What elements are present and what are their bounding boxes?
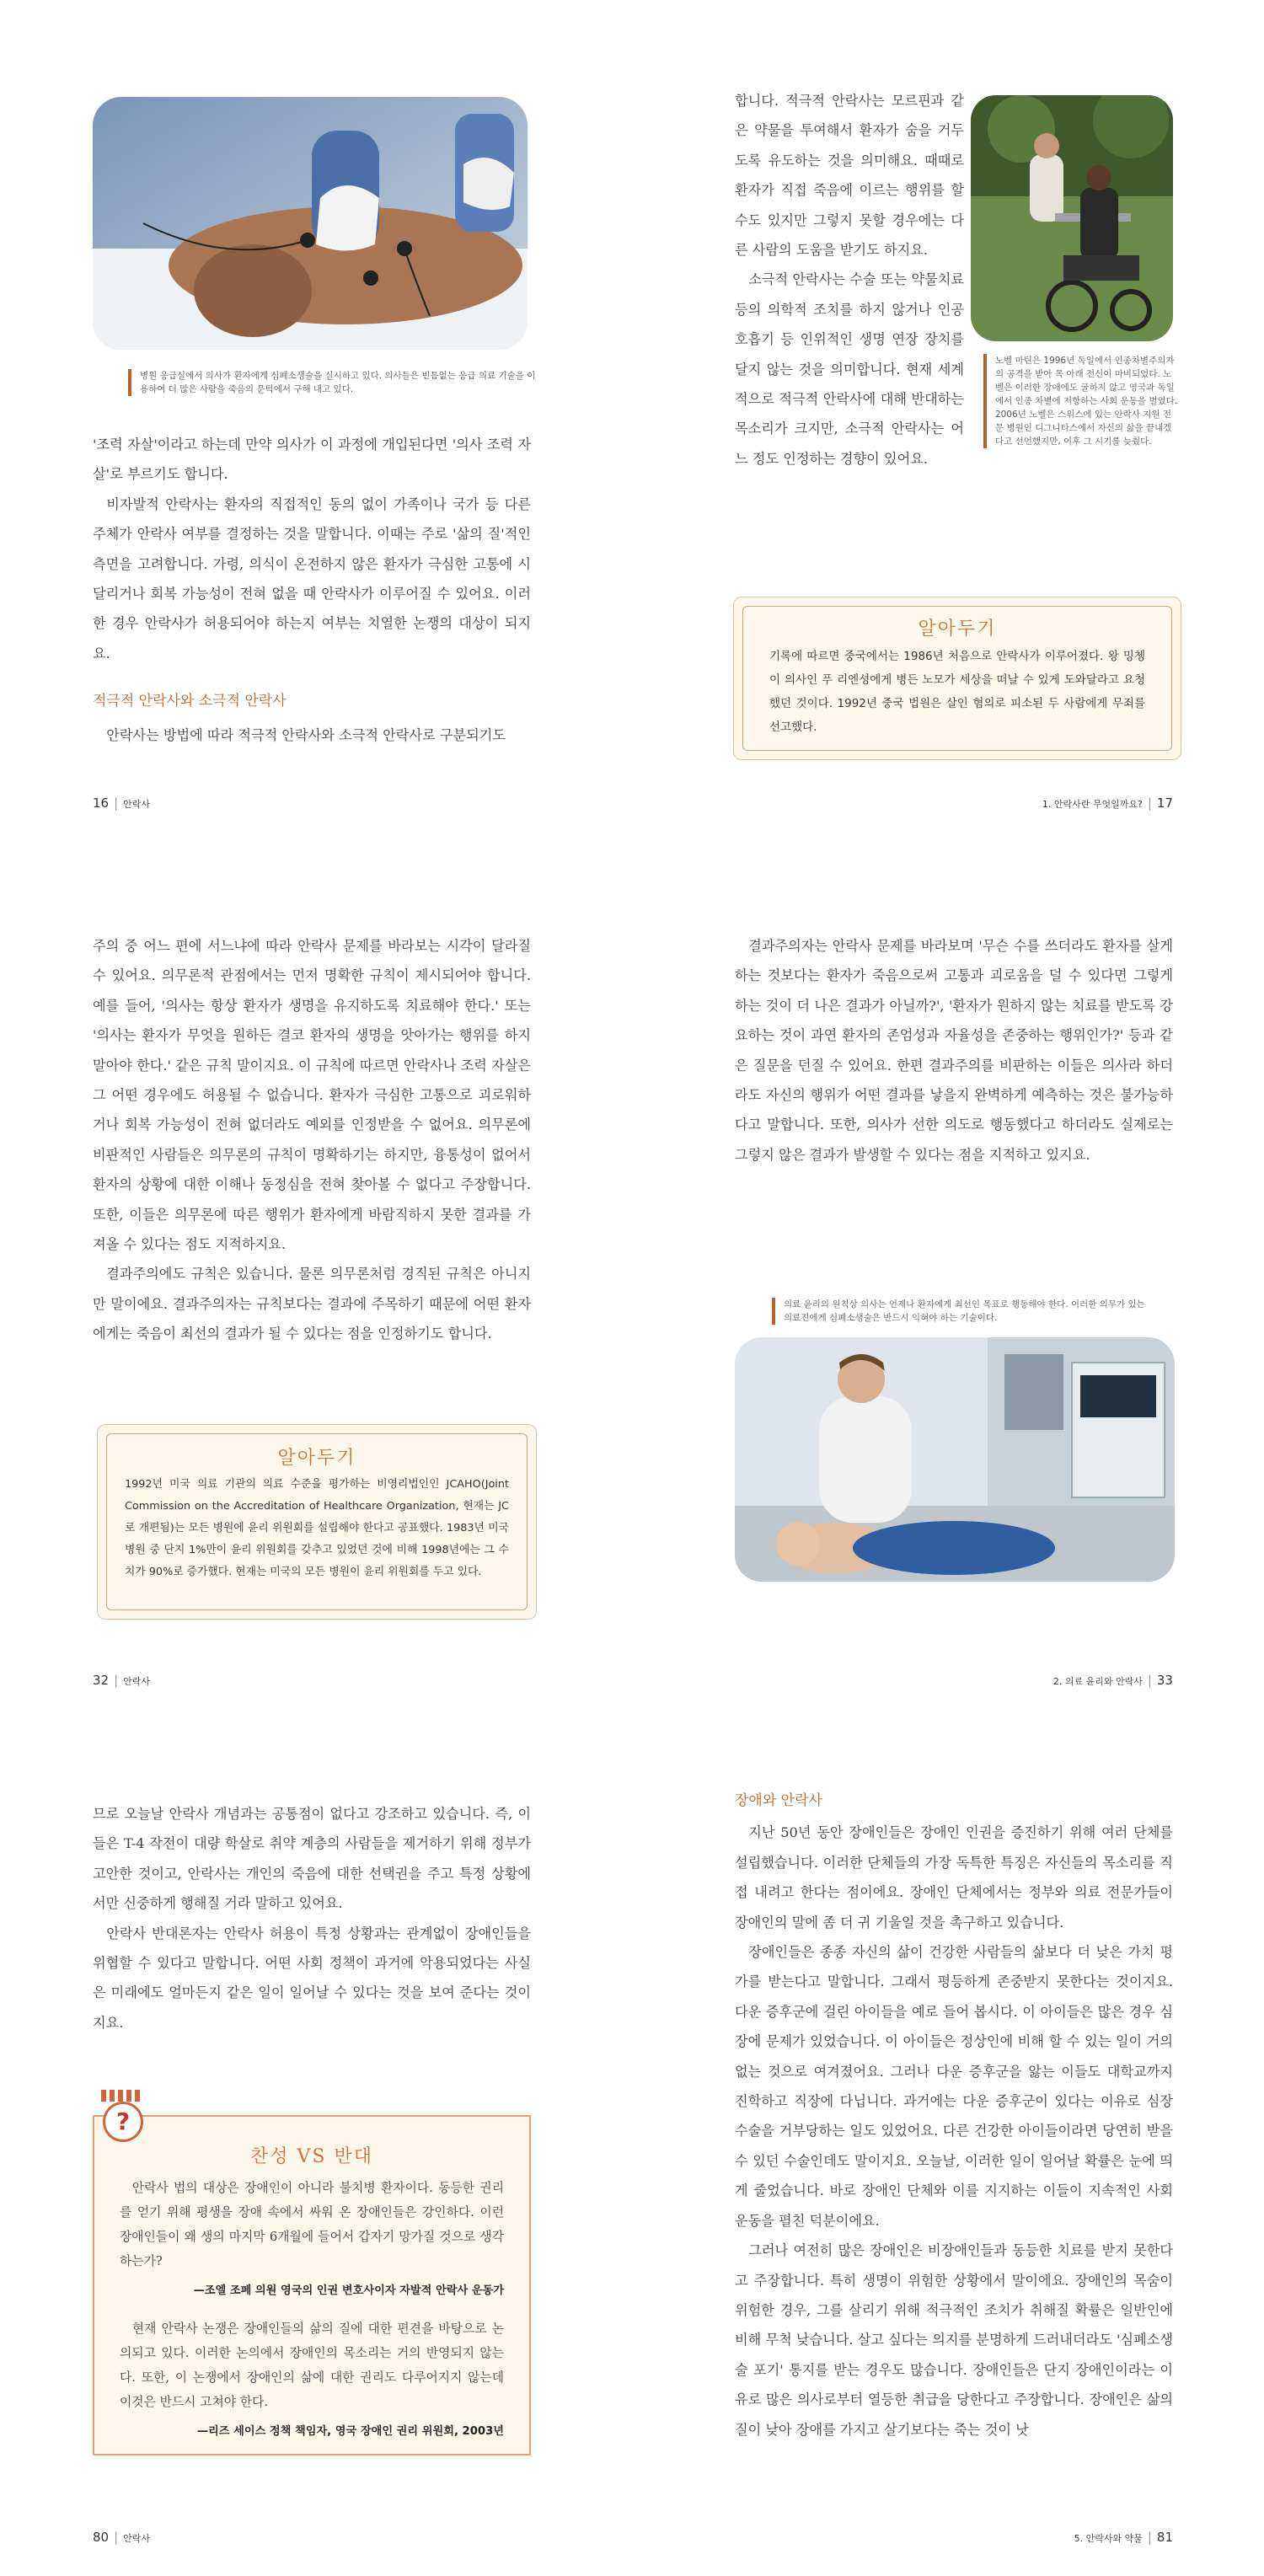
page-32 <box>0 881 632 1715</box>
debate-box-content <box>120 2176 504 2444</box>
page-number: 81 <box>1156 2530 1173 2545</box>
paragraph: 주의 중 어느 편에 서느냐에 따라 안락사 문제를 바라보는 시각이 달라질 수 있어요. 의무론적 관점에서는 먼저 명확한 규칙이 제시되어야 합니다. 예를 들어, '의사는 항상 환자가 생명을 유지하도록 치료해야 한다.' 또는 '의사는 환자가 무엇을 원하든 결코 환자의 생명을 앗아가는 행위를 하지 말아야 한다.' 같은 규칙 말이지요. 이 규칙에 따르면 안락사나 조력 자살은 그 어떤 경우에도 허용될 수 없습니다. 환자가 극심한 고통으로 괴로워하거나 회복 가능성이 전혀 없더라도 예외를 인정받을 수 없어요. 의무론에 비판적인 사람들은 의무론의 규칙이 명확하기는 하지만, 융통성이 없어서 환자의 상황에 대한 이해나 동정심을 전혀 찾아볼 수 없다고 주장합니다. 또한, 이들은 의무론에 따른 행위가 환자에게 바람직하지 못한 결과를 가져올 수 있다는 점도 지적하지요. <box>93 938 531 1253</box>
debate-pro-text: 안락사 법의 대상은 장애인이 아니라 불치병 환자이다. 동등한 권리를 얻기 위해 평생을 장애 속에서 싸워 온 장애인들은 강인하다. 이런 장애인들이 왜 생의 마지막 6개월에 들어서 갑자기 망가질 것으로 생각하는가? <box>120 2181 504 2268</box>
debate-con-source: —리즈 세이스 정책 책임자, 영국 장애인 권리 위원회, 2003년 <box>196 2425 504 2438</box>
folio-left <box>93 2530 150 2545</box>
photo-caption-right: 노벨 마틴은 1996년 독일에서 인종차별주의자의 공격을 받아 목 아래 전신이 마비되었다. 노벨은 이러한 장애에도 굴하지 않고 영국과 독일에서 인종 차별에 저항하는 사회 운동을 벌였다. 2006년 노벨은 스위스에 있는 안락사 지원 전문 병원인 디그니타스에서 자신의 삶을 끝내겠다고 선언했지만, 이후 그 시기를 늦췄다. <box>983 354 1179 448</box>
paragraph: 지난 50년 동안 장애인들은 장애인 인권을 증진하기 위해 여러 단체를 설립했습니다. 이러한 단체들의 가장 독특한 특징은 자신들의 목소리를 직접 내려고 한다는 점이에요. 장애인 단체에서는 정부와 의료 전문가들이 장애인의 말에 좀 더 귀 기울일 것을 촉구하고 있습니다. <box>735 1824 1173 1931</box>
folio-left <box>93 795 150 811</box>
page-number: 33 <box>1156 1673 1173 1688</box>
section-subheading: 적극적 안락사와 소극적 안락사 <box>93 693 287 710</box>
page-80 <box>0 1753 632 2576</box>
folio-divider: | <box>1147 795 1152 811</box>
paragraph: 소극적 안락사는 수술 또는 약물치료 등의 의학적 조치를 하지 않거나 인공호흡기 등 인위적인 생명 연장 장치를 달지 않는 것을 의미합니다. 현재 세계적으로 적극적 안락사에 대해 반대하는 목소리가 크지만, 소극적 안락사는 어느 정도 인정하는 경향이 있어요. <box>735 271 964 467</box>
paragraph: 합니다. 적극적 안락사는 모르핀과 같은 약물을 투여해서 환자가 숨을 거두도록 유도하는 것을 의미해요. 때때로 환자가 직접 죽음에 이르는 행위를 할 수도 있지만 그렇지 못할 경우에는 다른 사람의 도움을 받기도 하지요. <box>735 93 964 259</box>
cpr-emergency-illustration <box>93 97 528 350</box>
spread-pages-32-33 <box>0 881 1264 1715</box>
body-text-page-32 <box>93 931 531 1349</box>
debate-pro-source: —조엘 조페 의원 영국의 인권 변호사이자 자발적 안락사 운동가 <box>193 2284 504 2297</box>
cpr-training-illustration <box>735 1337 1175 1582</box>
page-number: 32 <box>93 1673 110 1688</box>
debate-box-stripes <box>101 2090 140 2102</box>
chapter-title: 5. 안락사와 약물 <box>1074 2533 1143 2544</box>
cpr-emergency-photo <box>93 97 528 350</box>
paragraph: 안락사 반대론자는 안락사 허용이 특정 상황과는 관계없이 장애인들을 위협할 수 있다고 말합니다. 어떤 사회 정책이 과거에 악용되었다는 사실은 미래에도 얼마든지 같은 일이 일어날 수 있다는 것을 보여 준다는 것이지요. <box>93 1925 531 2031</box>
folio-divider: | <box>114 2530 119 2545</box>
wheelchair-man-illustration <box>971 95 1173 341</box>
folio-right <box>1074 2530 1173 2545</box>
note-box-ethics-committee <box>97 1424 537 1620</box>
page-number: 17 <box>1156 795 1173 811</box>
debate-box-title: 찬성 VS 반대 <box>250 2146 373 2167</box>
page-16 <box>0 0 632 834</box>
folio-divider: | <box>1147 2530 1152 2545</box>
wheelchair-man-photo <box>971 95 1173 341</box>
body-text-page-81 <box>735 1786 1173 2445</box>
paragraph: 결과주의에도 규칙은 있습니다. 물론 의무론처럼 경직된 규칙은 아니지만 말이에요. 결과주의자는 규칙보다는 결과에 주목하기 때문에 어떤 환자에게는 죽음이 최선의 결과가 될 수 있다는 점을 인정하기도 합니다. <box>93 1266 531 1342</box>
folio-right <box>1042 795 1173 811</box>
spread-pages-80-81 <box>0 1753 1264 2576</box>
photo-caption-left: 병원 응급실에서 의사가 환자에게 심폐소생술을 실시하고 있다. 의사들은 빈틈없는 응급 의료 기술을 이용하여 더 많은 사람을 죽음의 문턱에서 구해 내고 있다. <box>128 369 536 396</box>
note-box-text: 기록에 따르면 중국에서는 1986년 처음으로 안락사가 이루어졌다. 왕 밍쳉이 의사인 푸 리엔셩에게 병든 노모가 세상을 떠날 수 있게 도와달라고 요청했던 것이다. 1992년 중국 법원은 살인 혐의로 피소된 두 사람에게 무죄를 선고했다. <box>769 650 1145 734</box>
page-17 <box>632 0 1264 834</box>
folio-divider: | <box>114 1673 119 1688</box>
folio-divider: | <box>114 795 119 811</box>
body-text-page-17 <box>735 86 964 474</box>
book-title: 안락사 <box>123 799 151 810</box>
body-text-page-33 <box>735 931 1173 1170</box>
paragraph: 안락사는 방법에 따라 적극적 안락사와 소극적 안락사로 구분되기도 <box>106 726 506 743</box>
paragraph: 비자발적 안락사는 환자의 직접적인 동의 없이 가족이나 국가 등 다른 주체가 안락사 여부를 결정하는 것을 말합니다. 이때는 주로 '삶의 질'적인 측면을 고려합니다. 가령, 의식이 온전하지 않은 환자가 극심한 고통에 시달리거나 회복 가능성이 전혀 없을 때 안락사가 이루어질 수 있어요. 이러한 경우 안락사가 허용되어야 하는지 여부는 치열한 논쟁의 대상이 되지요. <box>93 495 531 661</box>
question-icon: ? <box>103 2102 143 2142</box>
paragraph: 결과주의자는 안락사 문제를 바라보며 '무슨 수를 쓰더라도 환자를 살게 하는 것보다는 환자가 죽음으로써 고통과 괴로움을 덜 수 있다면 그렇게 하는 것이 더 나은 결과가 아닐까?', '환자가 원하지 않는 치료를 받도록 강요하는 것이 과연 환자의 존엄성과 자율성을 존중하는 행위인가?' 등과 같은 질문을 던질 수 있어요. 한편 결과주의를 비판하는 이들은 의사라 하더라도 자신의 행위가 어떤 결과를 낳을지 완벽하게 예측하는 것은 불가능하다고 말합니다. 또한, 의사가 선한 의도로 행동했다고 하더라도 실제로는 그렇지 않은 결과가 발생할 수 있다는 점을 지적하고 있지요. <box>735 938 1173 1163</box>
page-81 <box>632 1753 1264 2576</box>
paragraph: 므로 오늘날 안락사 개념과는 공통점이 없다고 강조하고 있습니다. 즉, 이들은 T-4 작전이 대량 학살로 취약 계층의 사람들을 제거하기 위해 정부가 고안한 것이고, 안락사는 개인의 죽음에 대한 선택권을 주고 특정 상황에서만 신중하게 행해질 거라 말하고 있어요. <box>93 1806 531 1912</box>
debate-con-text: 현재 안락사 논쟁은 장애인들의 삶의 질에 대한 편견을 바탕으로 논의되고 있다. 이러한 논의에서 장애인의 목소리는 거의 반영되지 않는다. 또한, 이 논쟁에서 장애인의 삶에 대한 권리도 다루어지지 않는데 이것은 반드시 고쳐야 한다. <box>120 2322 504 2409</box>
photo-caption-right: 의료 윤리의 원칙상 의사는 언제나 환자에게 최선인 목표로 행동해야 한다. 이러한 의무가 있는 의료진에게 심폐소생술은 반드시 익혀야 하는 기술이다. <box>772 1298 1146 1325</box>
folio-divider: | <box>1147 1673 1152 1688</box>
page-33 <box>632 881 1264 1715</box>
section-subheading: 장애와 안락사 <box>735 1792 822 1809</box>
note-box-china <box>733 597 1181 760</box>
book-title: 안락사 <box>123 1676 151 1687</box>
folio-left <box>93 1673 150 1688</box>
note-box-text: 1992년 미국 의료 기관의 의료 수준을 평가하는 비영리법인인 JCAHO(Joint Commission on the Accreditation of Healthcare Organization, 현재는 JC로 개편됨)는 모든 병원에 윤리 위원회를 설립해야 한다고 공표했다. 1983년 미국 병원 중 단지 1%만이 윤리 위원회를 갖추고 있었던 것에 비해 1998년에는 그 수치가 90%로 증가했다. 현재는 미국의 모든 병원이 윤리 위원회를 두고 있다. <box>125 1478 509 1578</box>
paragraph: '조력 자살'이라고 하는데 만약 의사가 이 과정에 개입된다면 '의사 조력 자살'로 부르기도 합니다. <box>93 436 531 483</box>
page-number: 80 <box>93 2530 110 2545</box>
chapter-title: 1. 안락사란 무엇일까요? <box>1042 799 1143 810</box>
book-title: 안락사 <box>123 2533 151 2544</box>
note-box-title: 알아두기 <box>277 1448 356 1469</box>
paragraph: 그러나 여전히 많은 장애인은 비장애인들과 동등한 치료를 받지 못한다고 주장합니다. 특히 생명이 위험한 상황에서 말이에요. 장애인의 목숨이 위험한 경우, 그를 살리기 위해 적극적인 조치가 취해질 확률은 일반인에 비해 무척 낮습니다. 살고 싶다는 의지를 분명하게 드러내더라도 '심폐소생술 포기' 통지를 받는 경우도 많습니다. 장애인들은 단지 장애인이라는 이유로 많은 의사로부터 열등한 취급을 당한다고 주장합니다. 장애인은 삶의 질이 낮아 장애를 가지고 살기보다는 죽는 것이 낫 <box>735 2242 1173 2438</box>
cpr-training-photo <box>735 1337 1175 1582</box>
body-text-page-16 <box>93 430 531 750</box>
paragraph: 장애인들은 종종 자신의 삶이 건강한 사람들의 삶보다 더 낮은 가치 평가를 받는다고 말합니다. 그래서 평등하게 존중받지 못한다는 것이지요. 다운 증후군에 걸린 아이들을 예로 들어 봅시다. 이 아이들은 많은 경우 심장에 문제가 있었습니다. 이 아이들은 정상인에 비해 할 수 있는 일이 거의 없는 것으로 여겨졌어요. 그러나 다운 증후군을 앓는 이들도 대학교까지 진학하고 직장에 다닙니다. 과거에는 다운 증후군이 있다는 이유로 심장 수술을 거부당하는 일도 있었어요. 다른 건강한 아이들이라면 당연히 받을 수 있던 수술인데도 말이지요. 오늘날, 이러한 일이 일어날 확률은 눈에 띄게 줄었습니다. 바로 장애인 단체와 이를 지지하는 이들이 지속적인 사회 운동을 펼친 덕분이에요. <box>735 1944 1173 2229</box>
body-text-page-80 <box>93 1799 531 2038</box>
note-box-title: 알아두기 <box>918 619 997 640</box>
debate-box <box>93 2107 531 2456</box>
spread-pages-16-17 <box>0 0 1264 834</box>
chapter-title: 2. 의료 윤리와 안락사 <box>1052 1676 1143 1687</box>
folio-right <box>1053 1673 1173 1688</box>
page-number: 16 <box>93 795 110 811</box>
